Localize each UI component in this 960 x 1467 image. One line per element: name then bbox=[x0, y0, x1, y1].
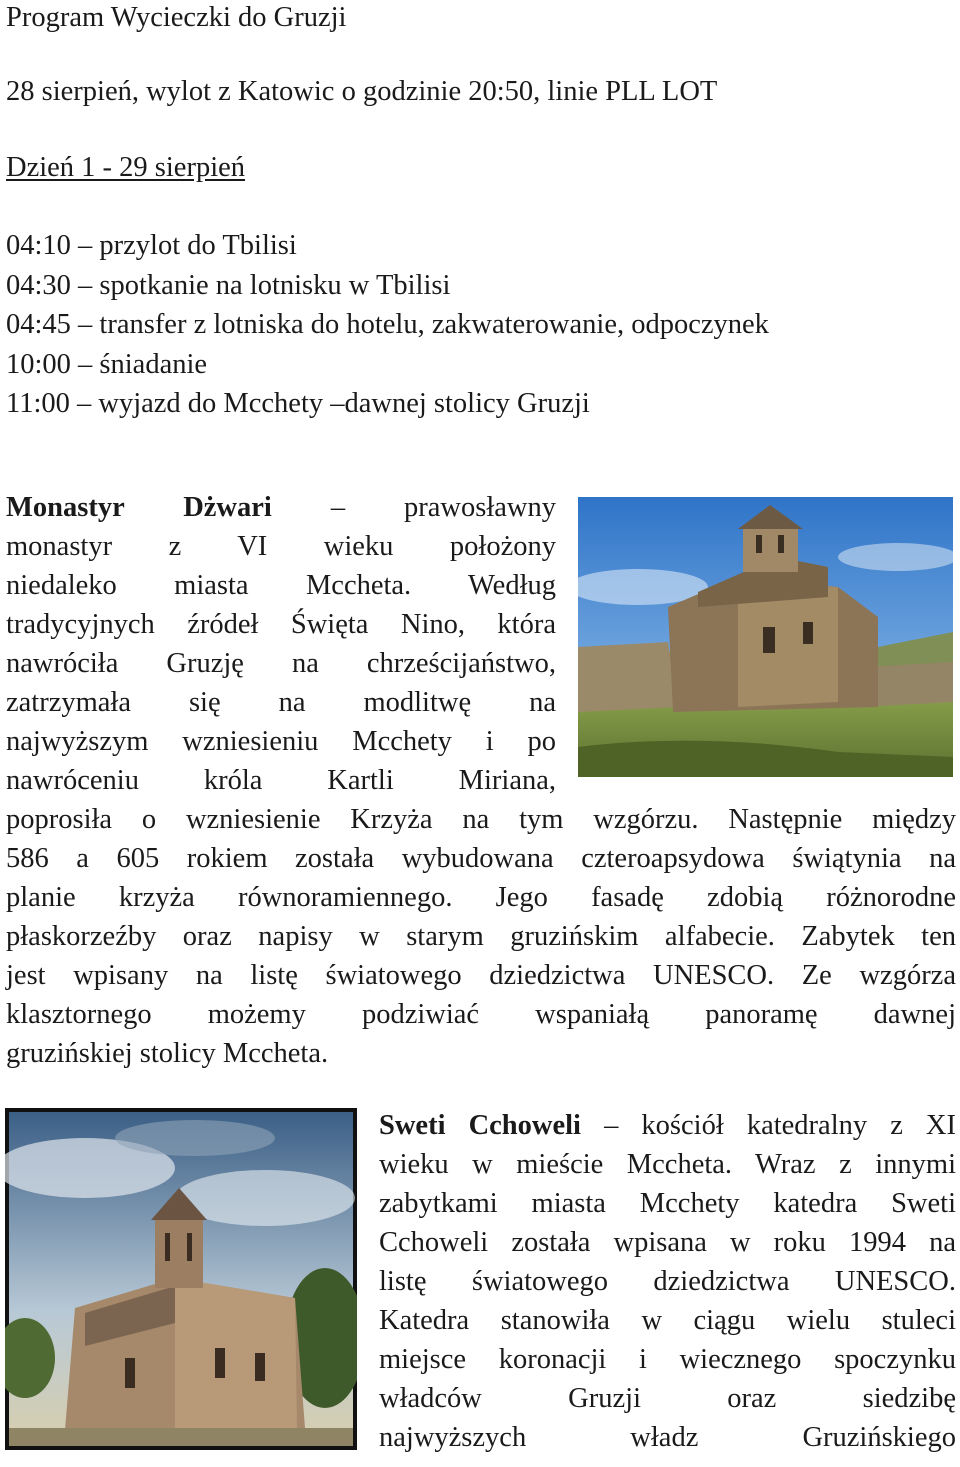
jvari-monastery-photo bbox=[578, 497, 953, 777]
text-line: tradycyjnych źródeł Święta Nino, która bbox=[6, 609, 556, 640]
text-line: wieku w mieście Mccheta. Wraz z innymi bbox=[379, 1149, 956, 1180]
document-title: Program Wycieczki do Gruzji bbox=[6, 2, 347, 33]
text-line: Monastyr Dżwari – prawosławny bbox=[6, 492, 556, 523]
schedule-item: 10:00 – śniadanie bbox=[6, 348, 208, 380]
text-line: listę światowego dziedzictwa UNESCO. bbox=[379, 1266, 956, 1297]
jvari-name: Monastyr Dżwari bbox=[6, 492, 272, 523]
day-heading: Dzień 1 - 29 sierpień bbox=[6, 152, 246, 183]
text-line: Katedra stanowiła w ciągu wielu stuleci bbox=[379, 1305, 956, 1336]
text-line: klasztornego możemy podziwiać wspaniałą panoramę dawnej bbox=[6, 999, 956, 1030]
text-line: zatrzymała się na modlitwę na bbox=[6, 687, 556, 718]
text-line: poprosiła o wzniesienie Krzyża na tym wzgórzu. Następnie między bbox=[6, 804, 956, 835]
svetitskhoveli-name: Sweti Cchoweli bbox=[379, 1110, 581, 1141]
text-line: Cchoweli została wpisana w roku 1994 na bbox=[379, 1227, 956, 1258]
text-line: niedaleko miasta Mccheta. Według bbox=[6, 570, 556, 601]
text-line: 586 a 605 rokiem została wybudowana czteroapsydowa świątynia na bbox=[6, 843, 956, 874]
schedule-item: 11:00 – wyjazd do Mcchety –dawnej stolicy Gruzji bbox=[6, 388, 590, 419]
text-line: miejsce koronacji i wiecznego spoczynku bbox=[379, 1344, 956, 1375]
text-line: nawróceniu króla Kartli Miriana, bbox=[6, 765, 556, 796]
text-line: monastyr z VI wieku położony bbox=[6, 531, 556, 562]
schedule-item: 04:30 – spotkanie na lotnisku w Tbilisi bbox=[6, 269, 451, 301]
svetitskhoveli-cathedral-photo bbox=[5, 1108, 357, 1450]
flight-info: 28 sierpień, wylot z Katowic o godzinie 20:50, linie PLL LOT bbox=[6, 76, 718, 107]
schedule-item: 04:45 – transfer z lotniska do hotelu, zakwaterowanie, odpoczynek bbox=[6, 309, 769, 340]
text-line: najwyższych władz Gruzińskiego bbox=[379, 1422, 956, 1453]
jvari-paragraph-full bbox=[6, 800, 956, 1073]
text-line: najwyższym wzniesieniu Mcchety i po bbox=[6, 726, 556, 757]
text-line: nawróciła Gruzję na chrześcijaństwo, bbox=[6, 648, 556, 679]
schedule-item: 04:10 – przylot do Tbilisi bbox=[6, 230, 297, 261]
text-line: płaskorzeźby oraz napisy w starym gruzińskim alfabecie. Zabytek ten bbox=[6, 921, 956, 952]
svetitskhoveli-paragraph bbox=[379, 1106, 956, 1457]
schedule-list bbox=[6, 226, 769, 424]
text-line: władców Gruzji oraz siedzibę bbox=[379, 1383, 956, 1414]
text-line: Sweti Cchoweli – kościół katedralny z XI bbox=[379, 1110, 957, 1141]
jvari-paragraph-narrow bbox=[6, 488, 556, 800]
text-line: jest wpisany na listę światowego dziedzictwa UNESCO. Ze wzgórza bbox=[6, 960, 956, 991]
text-line: gruzińskiej stolicy Mccheta. bbox=[6, 1038, 329, 1069]
text-line: planie krzyża równoramiennego. Jego fasadę zdobią różnorodne bbox=[6, 882, 956, 913]
text-line: zabytkami miasta Mcchety katedra Sweti bbox=[379, 1188, 956, 1219]
